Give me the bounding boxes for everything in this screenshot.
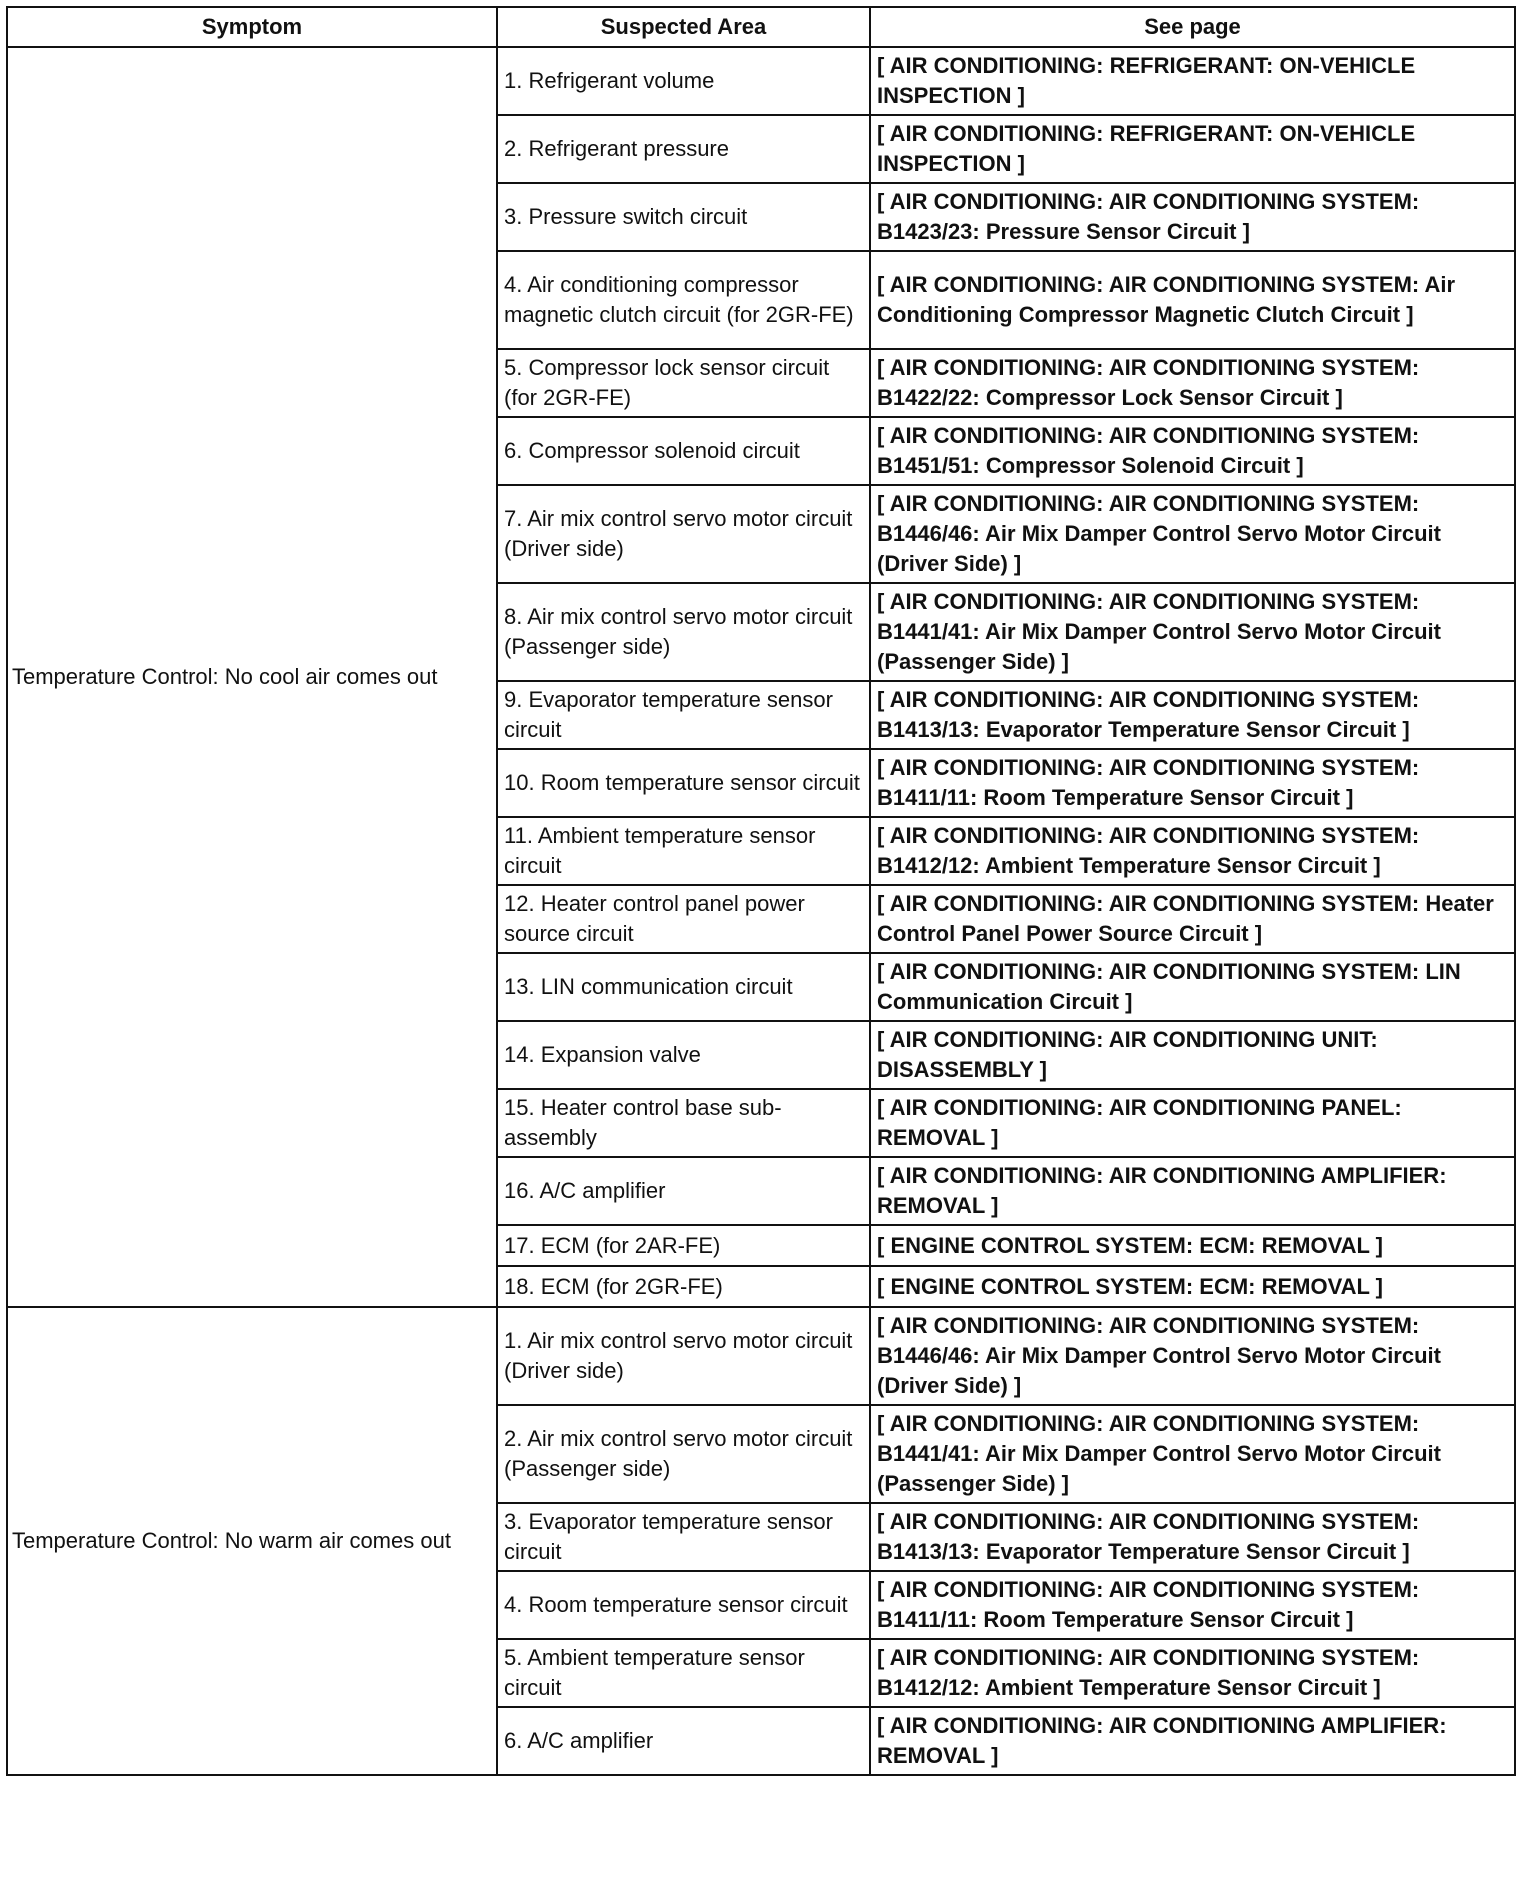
- problem-symptoms-table-container: [6, 6, 1514, 1776]
- header-symptom: Symptom: [7, 7, 497, 47]
- suspected-area-cell: 10. Room temperature sensor circuit: [497, 749, 870, 817]
- suspected-area-cell: 5. Ambient temperature sensor circuit: [497, 1639, 870, 1707]
- see-page-link[interactable]: [ AIR CONDITIONING: REFRIGERANT: ON-VEHICLE INSPECTION ]: [870, 47, 1515, 115]
- see-page-link[interactable]: [ AIR CONDITIONING: AIR CONDITIONING SYSTEM: B1412/12: Ambient Temperature Sensor Circuit ]: [870, 817, 1515, 885]
- see-page-link[interactable]: [ AIR CONDITIONING: AIR CONDITIONING SYSTEM: B1446/46: Air Mix Damper Control Servo Motor Circuit (Driver Side) ]: [870, 1307, 1515, 1405]
- header-suspected-area: Suspected Area: [497, 7, 870, 47]
- see-page-link[interactable]: [ AIR CONDITIONING: AIR CONDITIONING SYSTEM: Heater Control Panel Power Source Circuit ]: [870, 885, 1515, 953]
- suspected-area-cell: 2. Air mix control servo motor circuit (Passenger side): [497, 1405, 870, 1503]
- suspected-area-cell: 4. Air conditioning compressor magnetic clutch circuit (for 2GR-FE): [497, 251, 870, 349]
- suspected-area-cell: 9. Evaporator temperature sensor circuit: [497, 681, 870, 749]
- header-see-page: See page: [870, 7, 1515, 47]
- see-page-link[interactable]: [ ENGINE CONTROL SYSTEM: ECM: REMOVAL ]: [870, 1225, 1515, 1266]
- suspected-area-cell: 16. A/C amplifier: [497, 1157, 870, 1225]
- problem-symptoms-table: [6, 6, 1516, 1776]
- see-page-link[interactable]: [ AIR CONDITIONING: AIR CONDITIONING SYSTEM: LIN Communication Circuit ]: [870, 953, 1515, 1021]
- suspected-area-cell: 14. Expansion valve: [497, 1021, 870, 1089]
- table-header-row: [7, 7, 1515, 47]
- suspected-area-cell: 4. Room temperature sensor circuit: [497, 1571, 870, 1639]
- table-row: [7, 47, 1515, 115]
- suspected-area-cell: 3. Evaporator temperature sensor circuit: [497, 1503, 870, 1571]
- see-page-link[interactable]: [ AIR CONDITIONING: AIR CONDITIONING UNIT: DISASSEMBLY ]: [870, 1021, 1515, 1089]
- suspected-area-cell: 18. ECM (for 2GR-FE): [497, 1266, 870, 1307]
- see-page-link[interactable]: [ AIR CONDITIONING: REFRIGERANT: ON-VEHICLE INSPECTION ]: [870, 115, 1515, 183]
- see-page-link[interactable]: [ AIR CONDITIONING: AIR CONDITIONING SYSTEM: B1411/11: Room Temperature Sensor Circuit ]: [870, 1571, 1515, 1639]
- suspected-area-cell: 1. Air mix control servo motor circuit (Driver side): [497, 1307, 870, 1405]
- see-page-link[interactable]: [ AIR CONDITIONING: AIR CONDITIONING AMPLIFIER: REMOVAL ]: [870, 1707, 1515, 1775]
- see-page-link[interactable]: [ AIR CONDITIONING: AIR CONDITIONING SYSTEM: B1412/12: Ambient Temperature Sensor Circuit ]: [870, 1639, 1515, 1707]
- see-page-link[interactable]: [ AIR CONDITIONING: AIR CONDITIONING SYSTEM: B1413/13: Evaporator Temperature Sensor Circuit ]: [870, 681, 1515, 749]
- see-page-link[interactable]: [ ENGINE CONTROL SYSTEM: ECM: REMOVAL ]: [870, 1266, 1515, 1307]
- suspected-area-cell: 3. Pressure switch circuit: [497, 183, 870, 251]
- symptom-cell: Temperature Control: No cool air comes out: [7, 47, 497, 1307]
- see-page-link[interactable]: [ AIR CONDITIONING: AIR CONDITIONING SYSTEM: B1451/51: Compressor Solenoid Circuit ]: [870, 417, 1515, 485]
- suspected-area-cell: 7. Air mix control servo motor circuit (Driver side): [497, 485, 870, 583]
- see-page-link[interactable]: [ AIR CONDITIONING: AIR CONDITIONING PANEL: REMOVAL ]: [870, 1089, 1515, 1157]
- suspected-area-cell: 5. Compressor lock sensor circuit (for 2GR-FE): [497, 349, 870, 417]
- suspected-area-cell: 6. Compressor solenoid circuit: [497, 417, 870, 485]
- table-row: [7, 1307, 1515, 1405]
- see-page-link[interactable]: [ AIR CONDITIONING: AIR CONDITIONING SYSTEM: B1411/11: Room Temperature Sensor Circuit ]: [870, 749, 1515, 817]
- see-page-link[interactable]: [ AIR CONDITIONING: AIR CONDITIONING SYSTEM: B1413/13: Evaporator Temperature Sensor Circuit ]: [870, 1503, 1515, 1571]
- see-page-link[interactable]: [ AIR CONDITIONING: AIR CONDITIONING SYSTEM: B1441/41: Air Mix Damper Control Servo Motor Circuit (Passenger Side) ]: [870, 583, 1515, 681]
- suspected-area-cell: 15. Heater control base sub-assembly: [497, 1089, 870, 1157]
- suspected-area-cell: 1. Refrigerant volume: [497, 47, 870, 115]
- suspected-area-cell: 13. LIN communication circuit: [497, 953, 870, 1021]
- see-page-link[interactable]: [ AIR CONDITIONING: AIR CONDITIONING SYSTEM: B1446/46: Air Mix Damper Control Servo Motor Circuit (Driver Side) ]: [870, 485, 1515, 583]
- see-page-link[interactable]: [ AIR CONDITIONING: AIR CONDITIONING AMPLIFIER: REMOVAL ]: [870, 1157, 1515, 1225]
- see-page-link[interactable]: [ AIR CONDITIONING: AIR CONDITIONING SYSTEM: B1423/23: Pressure Sensor Circuit ]: [870, 183, 1515, 251]
- suspected-area-cell: 12. Heater control panel power source circuit: [497, 885, 870, 953]
- symptom-cell: Temperature Control: No warm air comes out: [7, 1307, 497, 1775]
- suspected-area-cell: 17. ECM (for 2AR-FE): [497, 1225, 870, 1266]
- see-page-link[interactable]: [ AIR CONDITIONING: AIR CONDITIONING SYSTEM: B1441/41: Air Mix Damper Control Servo Motor Circuit (Passenger Side) ]: [870, 1405, 1515, 1503]
- suspected-area-cell: 2. Refrigerant pressure: [497, 115, 870, 183]
- suspected-area-cell: 8. Air mix control servo motor circuit (Passenger side): [497, 583, 870, 681]
- suspected-area-cell: 11. Ambient temperature sensor circuit: [497, 817, 870, 885]
- see-page-link[interactable]: [ AIR CONDITIONING: AIR CONDITIONING SYSTEM: B1422/22: Compressor Lock Sensor Circuit ]: [870, 349, 1515, 417]
- see-page-link[interactable]: [ AIR CONDITIONING: AIR CONDITIONING SYSTEM: Air Conditioning Compressor Magnetic Clutch Circuit ]: [870, 251, 1515, 349]
- suspected-area-cell: 6. A/C amplifier: [497, 1707, 870, 1775]
